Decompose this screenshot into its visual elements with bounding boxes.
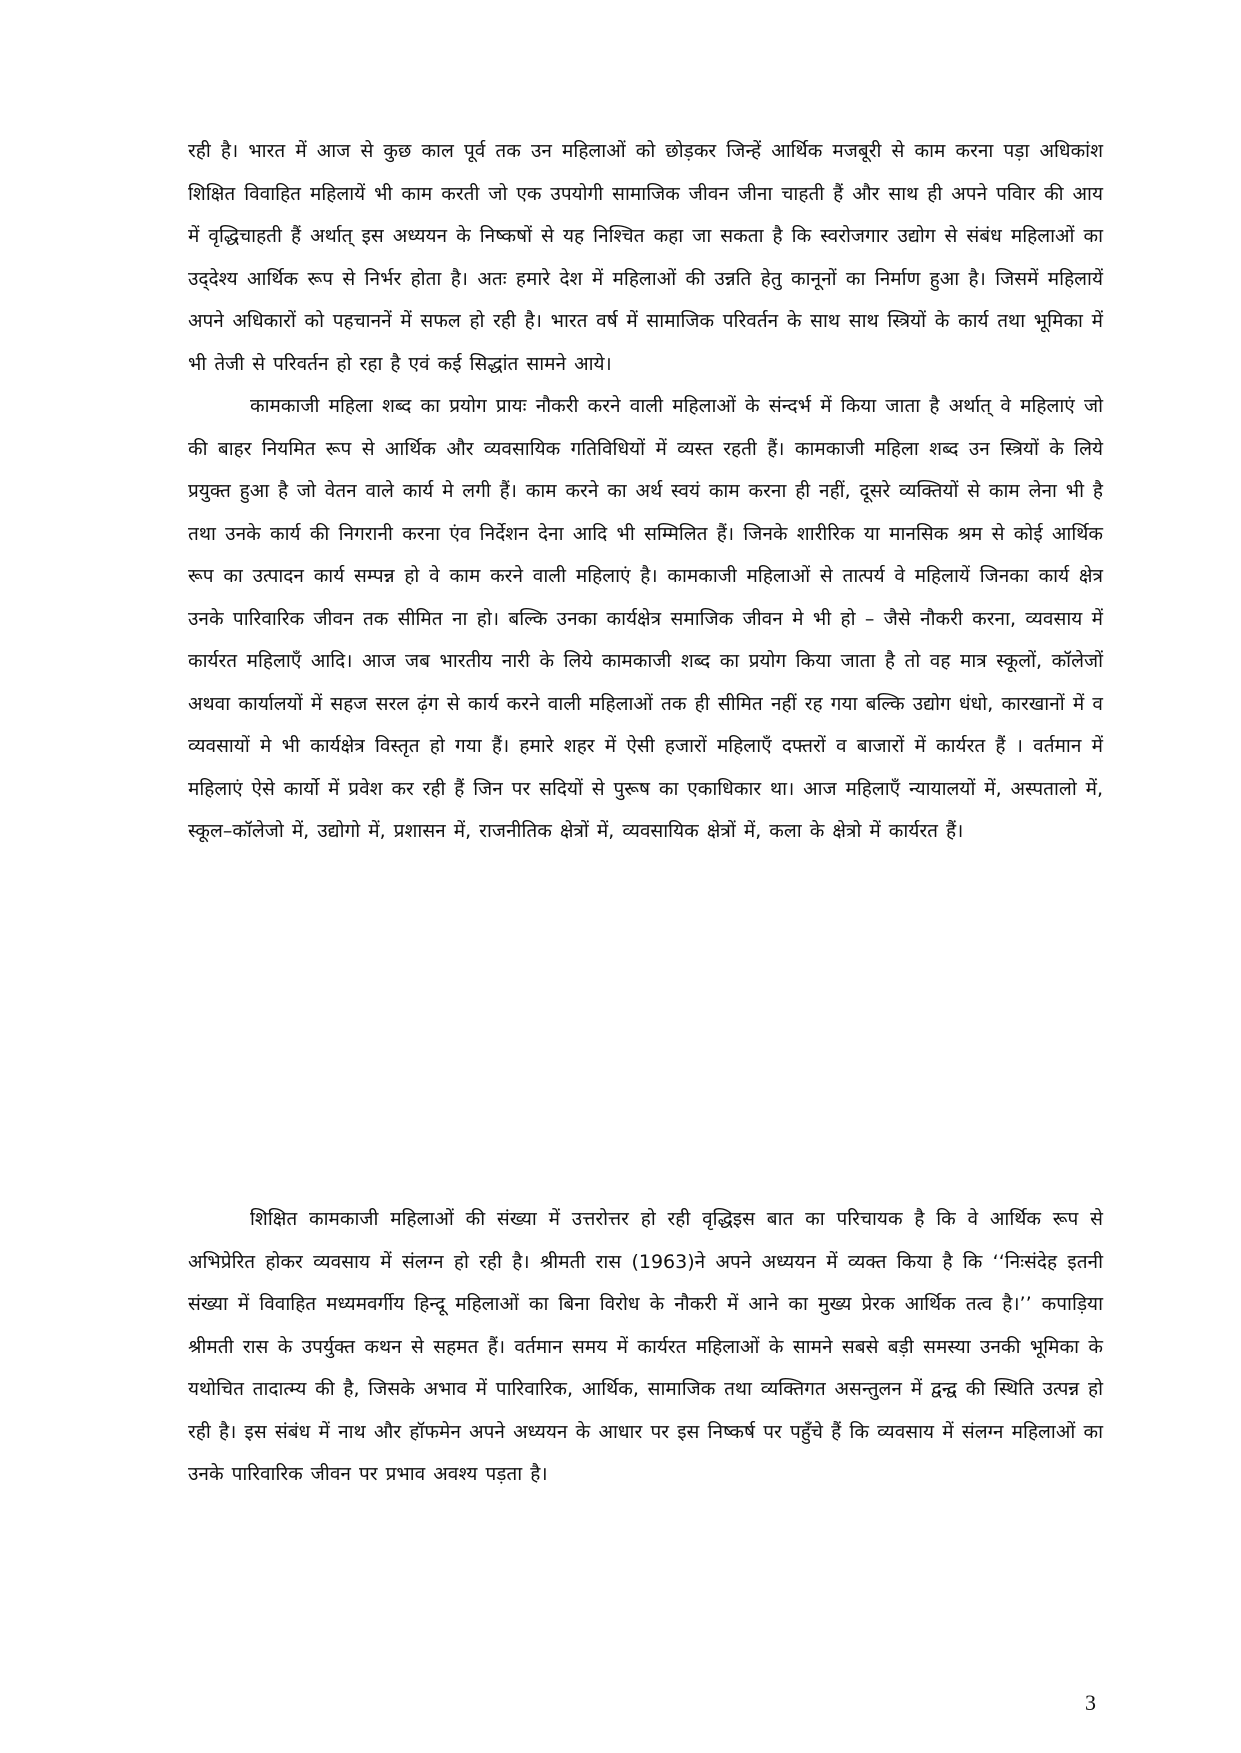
body-paragraph-3: शिक्षित कामकाजी महिलाओं की संख्या में उत्तरोत्तर हो रही वृद्धिइस बात का परिचायक है कि वे आर्थिक रूप से अभिप्रेरित होकर व्यवसाय में संलग्न हो रही है। श्रीमती रास (1963)ने अपने अध्ययन में व्यक्त किया है कि ‘‘निःसंदेह इतनी संख्या में विवाहित मध्यमवर्गीय हिन्दू महिलाओं का बिना विरोध के नौकरी में आने का मुख्य प्रेरक आर्थिक तत्व है।’’ कपाड़िया श्रीमती रास के उपर्युक्त कथन से सहमत हैं। वर्तमान समय में कार्यरत महिलाओं के सामने सबसे बड़ी समस्या उनकी भूमिका के यथोचित तादात्म्य की है, जिसके अभाव में पारिवारिक, आर्थिक, सामाजिक तथा व्यक्तिगत असन्तुलन में द्वन्द्व की स्थिति उत्पन्न हो रही है। इस संबंध में नाथ और हॉफमेन अपने अध्ययन के आधार पर इस निष्कर्ष पर पहुँचे हैं कि व्यवसाय में संलग्न महिलाओं का उनके पारिवारिक जीवन पर प्रभाव अवश्य पड़ता है। [188,1208,1103,1485]
body-paragraph-1: रही है। भारत में आज से कुछ काल पूर्व तक उन महिलाओं को छोड़कर जिन्हें आर्थिक मजबूरी से काम करना पड़ा अधिकांश शिक्षित विवाहित महिलायें भी काम करती जो एक उपयोगी सामाजिक जीवन जीना चाहती हैं और साथ ही अपने पविार की आय में वृद्धिचाहती हैं अर्थात् इस अध्ययन के निष्कषों से यह निश्चित कहा जा सकता है कि स्वरोजगार उद्योग से संबंध महिलाओं का उद्‌देश्य आर्थिक रूप से निर्भर होता है। अतः हमारे देश में महिलाओं की उन्नति हेतु कानूनों का निर्माण हुआ है। जिसमें महिलायें अपने अधिकारों को पहचाननें में सफल हो रही है। भारत वर्ष में सामाजिक परिवर्तन के साथ साथ स्त्रियों के कार्य तथा भूमिका में भी तेजी से परिवर्तन हो रहा है एवं कई सिद्धांत सामने आये। [188,140,1103,375]
page-number: 3 [1085,1690,1096,1715]
body-paragraph-2: कामकाजी महिला शब्द का प्रयोग प्रायः नौकरी करने वाली महिलाओं के संन्दर्भ में किया जाता है अर्थात् वे महिलाएं जो की बाहर नियमित रूप से आर्थिक और व्यवसायिक गतिविधियों में व्यस्त रहती हैं। कामकाजी महिला शब्द उन स्त्रियों के लिये प्रयुक्त हुआ है जो वेतन वाले कार्य मे लगी हैं। काम करने का अर्थ स्वयं काम करना ही नहीं, दूसरे व्यक्तियों से काम लेना भी है तथा उनके कार्य की निगरानी करना एंव निर्देशन देना आदि भी सम्मिलित हैं। जिनके शारीरिक या मानसिक श्रम से कोई आर्थिक रूप का उत्पादन कार्य सम्पन्न हो वे काम करने वाली महिलाएं है। कामकाजी महिलाओं से तात्पर्य वे महिलायें जिनका कार्य क्षेत्र उनके पारिवारिक जीवन तक सीमित ना हो। बल्कि उनका कार्यक्षेत्र समाजिक जीवन मे भी हो – जैसे नौकरी करना, व्यवसाय में कार्यरत महिलाएँ आदि। आज जब भारतीय नारी के लिये कामकाजी शब्द का प्रयोग किया जाता है तो वह मात्र स्कूलों, कॉलेजों अथवा कार्यालयों में सहज सरल ढ़ंग से कार्य करने वाली महिलाओं तक ही सीमित नहीं रह गया बल्कि उद्योग धंधो, कारखानों में व व्यवसायों मे भी कार्यक्षेत्र विस्तृत हो गया हैं। हमारे शहर में ऐसी हजारों महिलाएँ दफ्तरों व बाजारों में कार्यरत हैं । वर्तमान में महिलाएं ऐसे कार्यो में प्रवेश कर रही हैं जिन पर सदियों से पुरूष का एकाधिकार था। आज महिलाएँ न्यायालयों में, अस्पतालो में, स्कूल–कॉलेजो में, उद्योगो में, प्रशासन में, राजनीतिक क्षेत्रों में, व्यवसायिक क्षेत्रों में, कला के क्षेत्रो में कार्यरत हैं। [188,395,1103,842]
